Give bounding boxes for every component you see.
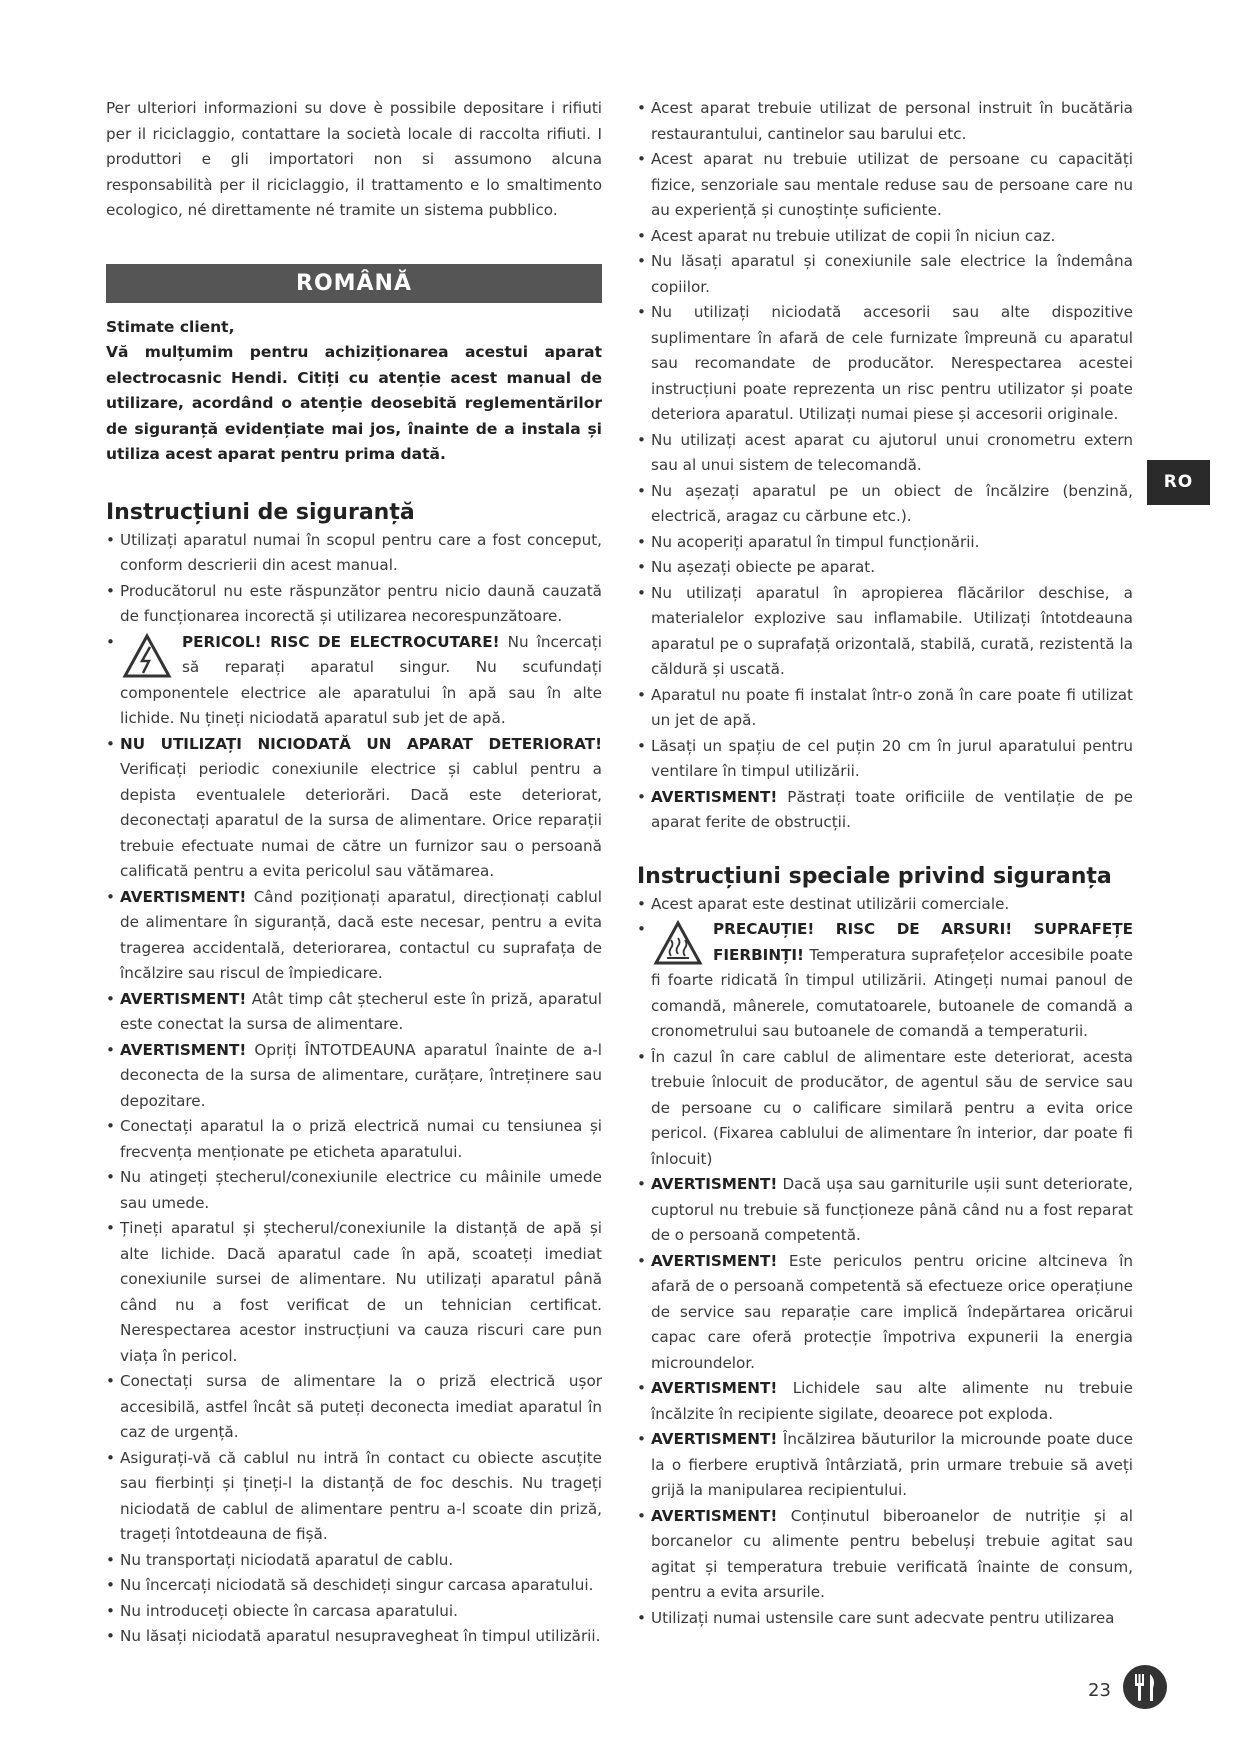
list-item: • AVERTISMENT! Atât timp cât ștecherul este în priză, aparatul este conectat la sursa de alimentare. (106, 987, 602, 1038)
list-item: • AVERTISMENT! Este periculos pentru oricine altcineva în afară de o persoană competentă să efectueze orice operațiune de service sau reparație care implică îndepărtarea oricărui capac care oferă protecție împotriva expunerii la energia microundelor. (637, 1249, 1133, 1377)
list-item: • AVERTISMENT! Încălzirea băuturilor la microunde poate duce la o fierbere eruptivă întârziată, prin urmare trebuie să aveți grijă la manipularea recipientului. (637, 1427, 1133, 1504)
list-item: • Nu utilizați acest aparat cu ajutorul unui cronometru extern sau al unui sistem de telecomandă. (637, 428, 1133, 479)
list-item: • Nu așezați aparatul pe un obiect de încălzire (benzină, electrică, aragaz cu cărbune etc.). (637, 479, 1133, 530)
hot-surface-warning-icon (653, 919, 703, 967)
right-column (637, 96, 1133, 1631)
list-item: • PERICOL! RISC DE ELECTROCUTARE! Nu încercați să reparați aparatul singur. Nu scufundați componentele electrice ale aparatului în apă sau în alte lichide. Nu țineți niciodată aparatul sub jet de apă. (106, 630, 602, 732)
safety-heading: Instrucțiuni de siguranță (106, 499, 415, 525)
special-safety-heading: Instrucțiuni speciale privind siguranța (637, 863, 1112, 889)
list-item: • AVERTISMENT! Opriți ÎNTOTDEAUNA aparatul înainte de a-l deconecta de la sursa de alimentare, curățare, întreținere sau depozitare. (106, 1038, 602, 1115)
list-item: • PRECAUȚIE! RISC DE ARSURI! SUPRAFEȚE FIERBINȚI! Temperatura suprafețelor accesibile poate fi foarte ridicată în timpul utilizării. Atingeți numai panoul de comandă, mânerele, comutatoarele, butoanele de comandă a cronometrului sau butoanele de comandă a temperaturii. (637, 917, 1133, 1045)
list-item: • Nu lăsați aparatul și conexiunile sale electrice la îndemâna copiilor. (637, 249, 1133, 300)
intro-paragraph: Vă mulțumim pentru achiziționarea acestui aparat electrocasnic Hendi. Citiți cu atenție acest manual de utilizare, acordând o atenție deosebită reglementărilor de siguranță evidențiate mai jos, înainte de a instala și utiliza acest aparat pentru prima dată. (106, 343, 602, 463)
list-item: • Producătorul nu este răspunzător pentru nicio daună cauzată de funcționarea incorectă și utilizarea necorespunzătoare. (106, 579, 602, 630)
cutlery-icon (1122, 1664, 1168, 1710)
list-item: • AVERTISMENT! Când poziționați aparatul, direcționați cablul de alimentare în siguranță, dacă este necesar, pentru a evita tragerea accidentală, deteriorarea, contactul cu suprafața de încălzire sau riscul de împiedicare. (106, 885, 602, 987)
list-item: • AVERTISMENT! Conținutul biberoanelor de nutriție și al borcanelor cu alimente pentru bebeluși trebuie agitat sau agitat și temperatura trebuie verificată înainte de consum, pentru a evita arsurile. (637, 1504, 1133, 1606)
list-item: • Conectați aparatul la o priză electrică numai cu tensiunea și frecvența menționate pe eticheta aparatului. (106, 1114, 602, 1165)
list-item: • Utilizați aparatul numai în scopul pentru care a fost conceput, conform descrierii din acest manual. (106, 528, 602, 579)
special-safety-list (637, 892, 1133, 1632)
list-item: • NU UTILIZAȚI NICIODATĂ UN APARAT DETERIORAT! Verificați periodic conexiunile electrice și cablul pentru a depista eventualele deteriorări. Dacă este deteriorat, deconectați aparatul de la sursa de alimentare. Orice reparații trebuie efectuate numai de către un furnizor sau o persoană calificată pentru a evita pericolul sau vătămarea. (106, 732, 602, 885)
list-item: • Acest aparat este destinat utilizării comerciale. (637, 892, 1133, 918)
list-item: • Nu încercați niciodată să deschideți singur carcasa aparatului. (106, 1573, 602, 1599)
list-item: • Conectați sursa de alimentare la o priză electrică ușor accesibilă, astfel încât să puteți deconecta imediat aparatul în caz de urgență. (106, 1369, 602, 1446)
page-number: 23 (1088, 1680, 1111, 1701)
list-item: • Nu lăsați niciodată aparatul nesupravegheat în timpul utilizării. (106, 1624, 602, 1650)
language-banner: ROMÂNĂ (106, 264, 602, 303)
greeting: Stimate client, (106, 317, 235, 336)
left-column (106, 96, 602, 1650)
list-item: • Asigurați-vă că cablul nu intră în contact cu obiecte ascuțite sau fierbinți și țineți-l la distanță de foc deschis. Nu trageți niciodată de cablul de alimentare pentru a-l scoate din priză, trageți întotdeauna de fișă. (106, 1446, 602, 1548)
list-item: • Nu transportați niciodată aparatul de cablu. (106, 1548, 602, 1574)
list-item: • Nu utilizați niciodată accesorii sau alte dispozitive suplimentare în afară de cele furnizate împreună cu aparatul sau recomandate de producător. Nerespectarea acestei instrucțiuni poate reprezenta un risc pentru utilizator și poate deteriora aparatul. Utilizați numai piese și accesorii originale. (637, 300, 1133, 428)
list-item: • Țineți aparatul și ștecherul/conexiunile la distanță de apă și alte lichide. Dacă aparatul cade în apă, scoateți imediat conexiunile sursei de alimentare. Nu utilizați aparatul până când nu a fost verificat de un tehnician certificat. Nerespectarea acestor instrucțiuni va cauza riscuri care pun viața în pericol. (106, 1216, 602, 1369)
list-item: • Nu atingeți ștecherul/conexiunile electrice cu mâinile umede sau umede. (106, 1165, 602, 1216)
list-item: • Acest aparat nu trebuie utilizat de copii în niciun caz. (637, 224, 1133, 250)
list-item: • Utilizați numai ustensile care sunt adecvate pentru utilizarea (637, 1606, 1133, 1632)
list-item: • AVERTISMENT! Lichidele sau alte alimente nu trebuie încălzite în recipiente sigilate, deoarece pot exploda. (637, 1376, 1133, 1427)
recycling-paragraph: Per ulteriori informazioni su dove è possibile depositare i rifiuti per il riciclaggio, contattare la società locale di raccolta rifiuti. I produttori e gli importatori non si assumono alcuna responsabilità per il riciclaggio, il trattamento e lo smaltimento ecologico, né direttamente né tramite un sistema pubblico. (106, 99, 602, 219)
list-item: • Nu acoperiți aparatul în timpul funcționării. (637, 530, 1133, 556)
list-item: • Acest aparat trebuie utilizat de personal instruit în bucătăria restaurantului, cantinelor sau barului etc. (637, 96, 1133, 147)
list-item: • AVERTISMENT! Păstrați toate orificiile de ventilație de pe aparat ferite de obstrucții. (637, 785, 1133, 836)
general-safety-list (637, 96, 1133, 836)
list-item: • Nu introduceți obiecte în carcasa aparatului. (106, 1599, 602, 1625)
list-item: • În cazul în care cablul de alimentare este deteriorat, acesta trebuie înlocuit de producător, de agentul său de service sau de persoane cu o calificare similară pentru a evita orice pericol. (Fixarea cablului de alimentare în interior, dar poate fi înlocuit) (637, 1045, 1133, 1173)
list-item: • Aparatul nu poate fi instalat într-o zonă în care poate fi utilizat un jet de apă. (637, 683, 1133, 734)
list-item: • AVERTISMENT! Dacă ușa sau garniturile ușii sunt deteriorate, cuptorul nu trebuie să funcționeze până când nu a fost reparat de o persoană competentă. (637, 1172, 1133, 1249)
list-item: • Acest aparat nu trebuie utilizat de persoane cu capacități fizice, senzoriale sau mentale reduse sau de persoane care nu au experiență și cunoștințe suficiente. (637, 147, 1133, 224)
electric-shock-warning-icon (122, 632, 172, 680)
language-tab-ro: RO (1147, 460, 1210, 505)
list-item: • Nu utilizați aparatul în apropierea flăcărilor deschise, a materialelor explozive sau inflamabile. Utilizați întotdeauna aparatul pe o suprafață orizontală, stabilă, curată, rezistentă la căldură și uscată. (637, 581, 1133, 683)
safety-list (106, 528, 602, 1650)
list-item: • Nu așezați obiecte pe aparat. (637, 555, 1133, 581)
list-item: • Lăsați un spațiu de cel puțin 20 cm în jurul aparatului pentru ventilare în timpul utilizării. (637, 734, 1133, 785)
